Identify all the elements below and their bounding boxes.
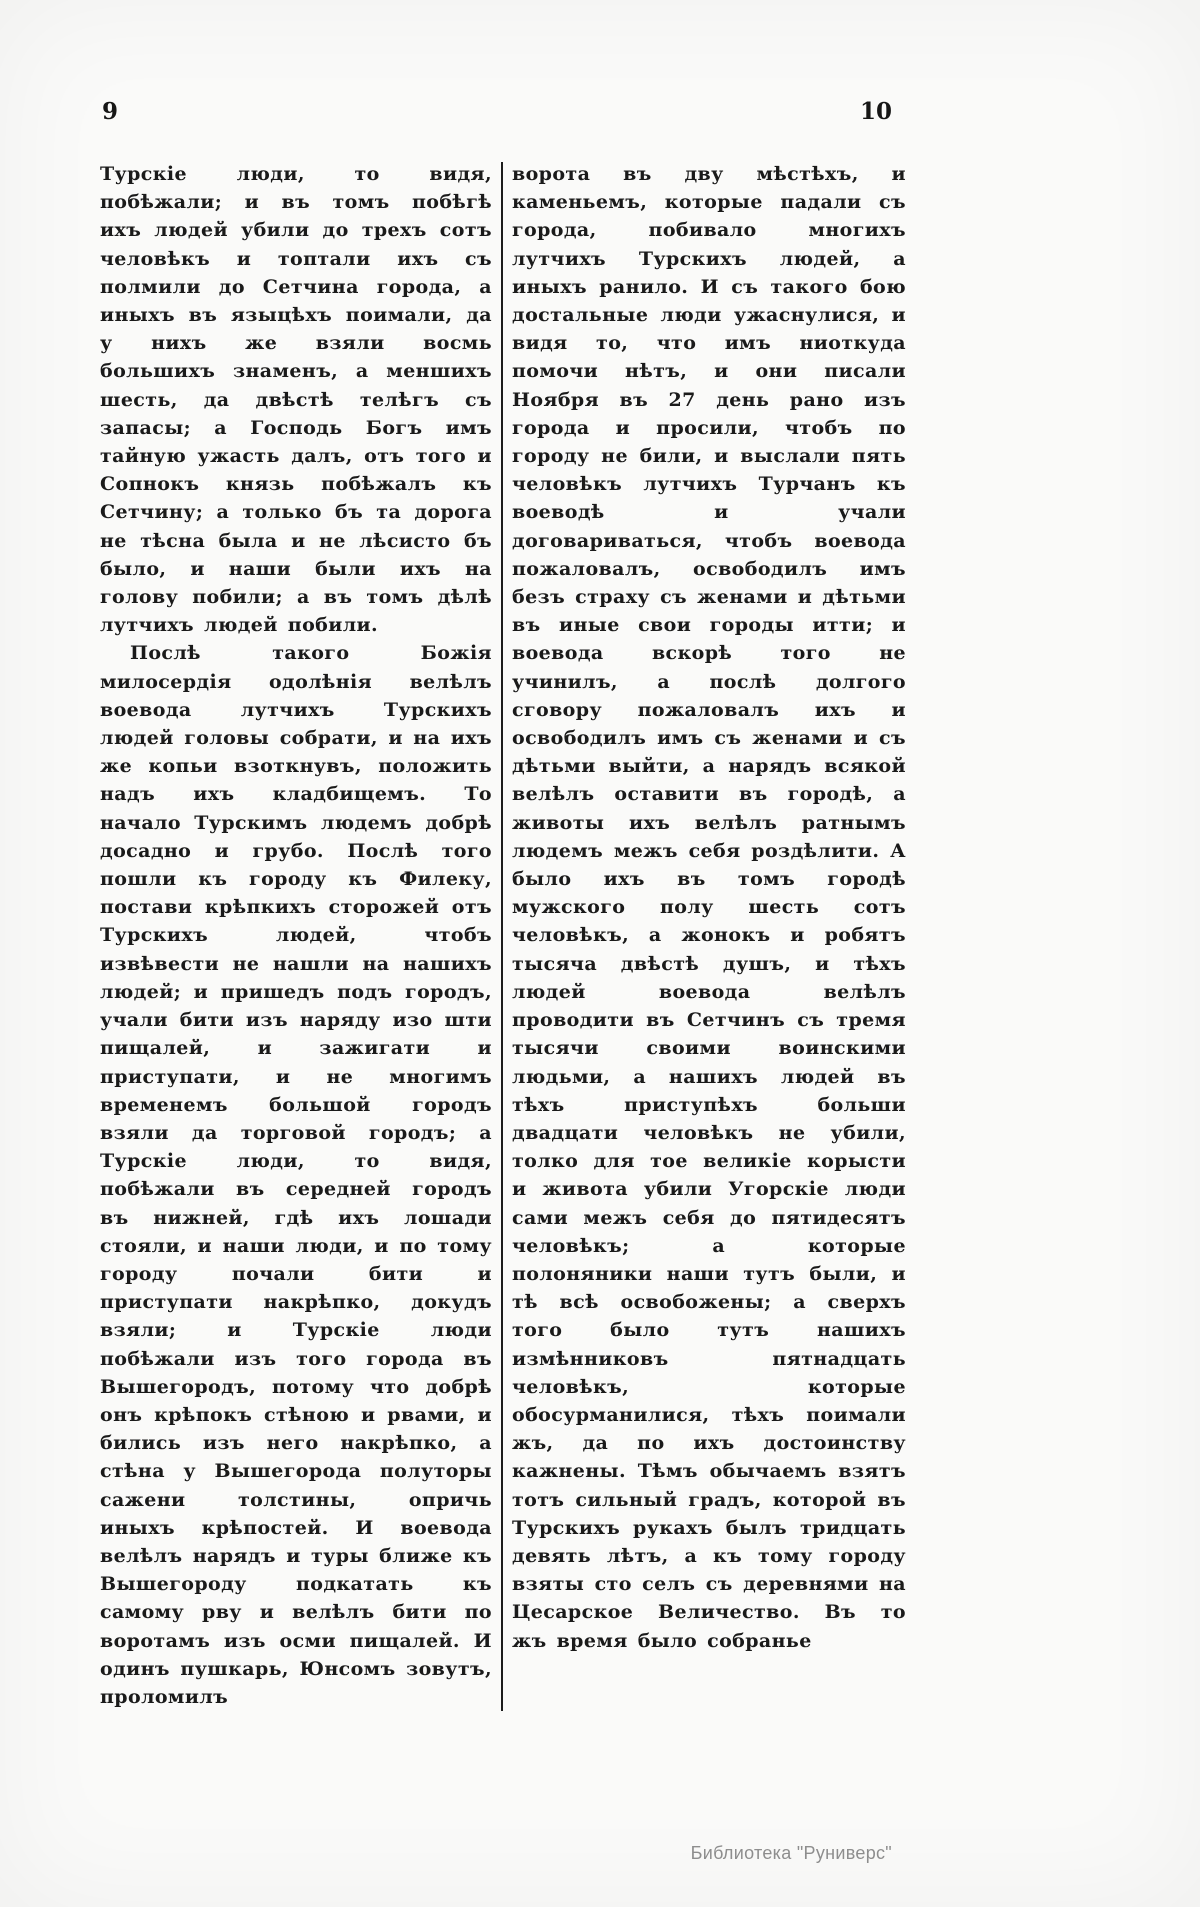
right-column: [512, 160, 906, 1711]
left-column: [100, 160, 492, 1711]
page-header: [100, 98, 906, 132]
column-divider: [501, 162, 503, 1711]
page-number-left: 9: [102, 98, 119, 125]
text-block: [100, 160, 906, 1711]
paragraph: Послѣ такого Божія милосердія одолѣнія велѣлъ воевода лутчихъ Турскихъ людей головы собрати, и на ихъ же копьи взоткнувъ, положить надъ ихъ кладбищемъ. То начало Турскимъ людемъ добрѣ досадно и грубо. Послѣ того пошли къ городу къ Филеку, постави крѣпкихъ сторожей отъ Турскихъ людей, чтобъ извѣвести не нашли на нашихъ людей; и пришедъ подъ городъ, учали бити изъ наряду изо шти пищалей, и зажигати и приступати, и не многимъ временемъ большой городъ взяли да торговой городъ; а Турскіе люди, то видя, побѣжали въ середней городъ въ нижней, гдѣ ихъ лошади стояли, и наши люди, и по тому городу почали бити и приступати накрѣпко, докудъ взяли; и Турскіе люди побѣжали изъ того города въ Вышегородъ, потому что добрѣ онъ крѣпокъ стѣною и рвами, и бились изъ него накрѣпко, а стѣна у Вышегорода полуторы сажени толстины, опричь иныхъ крѣпостей. И воевода велѣлъ нарядъ и туры ближе къ Вышегороду подкатать къ самому рву и велѣлъ бити по воротамъ изъ осми пищалей. И одинъ пушкарь, Юнсомъ зовутъ, проломилъ: [100, 642, 492, 1708]
library-watermark: Библиотека "Руниверс": [690, 1843, 892, 1863]
paragraph: ворота въ дву мѣстѣхъ, и каменьемъ, которые падали съ города, побивало многихъ лутчихъ Турскихъ людей, а иныхъ ранило. И съ такого бою достальные люди ужаснулися, и видя то, что имъ ниоткуда помочи нѣтъ, и они писали Ноября въ 27 день рано изъ города и просили, чтобъ по городу не били, и выслали пять человѣкъ лутчихъ Турчанъ къ воеводѣ и учали договариваться, чтобъ воевода пожаловалъ, освободилъ имъ безъ страху съ женами и дѣтьми въ иные свои городы итти; и воевода вскорѣ того не учинилъ, а послѣ долгого сговору пожаловалъ ихъ и освободилъ имъ съ женами и съ дѣтьми выйти, а нарядъ всякой велѣлъ оставити въ городѣ, а животы ихъ велѣлъ ратнымъ людемъ межъ себя роздѣлити. А было ихъ въ томъ городѣ мужского полу шесть сотъ человѣкъ, а жонокъ и робятъ тысяча двѣстѣ душъ, и тѣхъ людей воевода велѣлъ проводити въ Сетчинъ съ тремя тысячи своими воинскими людьми, а нашихъ людей въ тѣхъ приступѣхъ больши двадцати человѣкъ не убили, толко для тое великіе корысти и живота убили Угорскіе люди сами межъ себя до пятидесятъ человѣкъ; а которые полоняники наши тутъ были, и тѣ всѣ освобожены; а сверхъ того было тутъ нашихъ измѣнниковъ пятнадцать человѣкъ, которые обосурманилися, тѣхъ поимали жъ, да по ихъ достоинству кажнены. Тѣмъ обычаемъ взятъ тотъ сильный градъ, которой въ Турскихъ рукахъ былъ тридцать девять лѣтъ, а къ тому городу взяты сто селъ съ деревнями на Цесарское Величество. Въ то жъ время было собранье: [512, 163, 906, 1652]
page-number-right: 10: [859, 98, 892, 125]
paragraph: Турскіе люди, то видя, побѣжали; и въ томъ побѣгѣ ихъ людей убили до трехъ сотъ человѣкъ и топтали ихъ съ полмили до Сетчина города, а иныхъ въ языцѣхъ поимали, да у нихъ же взяли восмь большихъ знаменъ, а меншихъ шесть, да двѣстѣ телѣгъ съ запасы; а Господь Богъ имъ тайную ужасть далъ, отъ того и Сопнокъ князь побѣжалъ къ Сетчину; а только бъ та дорога не тѣсна была и не лѣсисто бъ было, и наши были ихъ на голову побили; а въ томъ дѣлѣ лутчихъ людей побили.: [100, 163, 492, 637]
